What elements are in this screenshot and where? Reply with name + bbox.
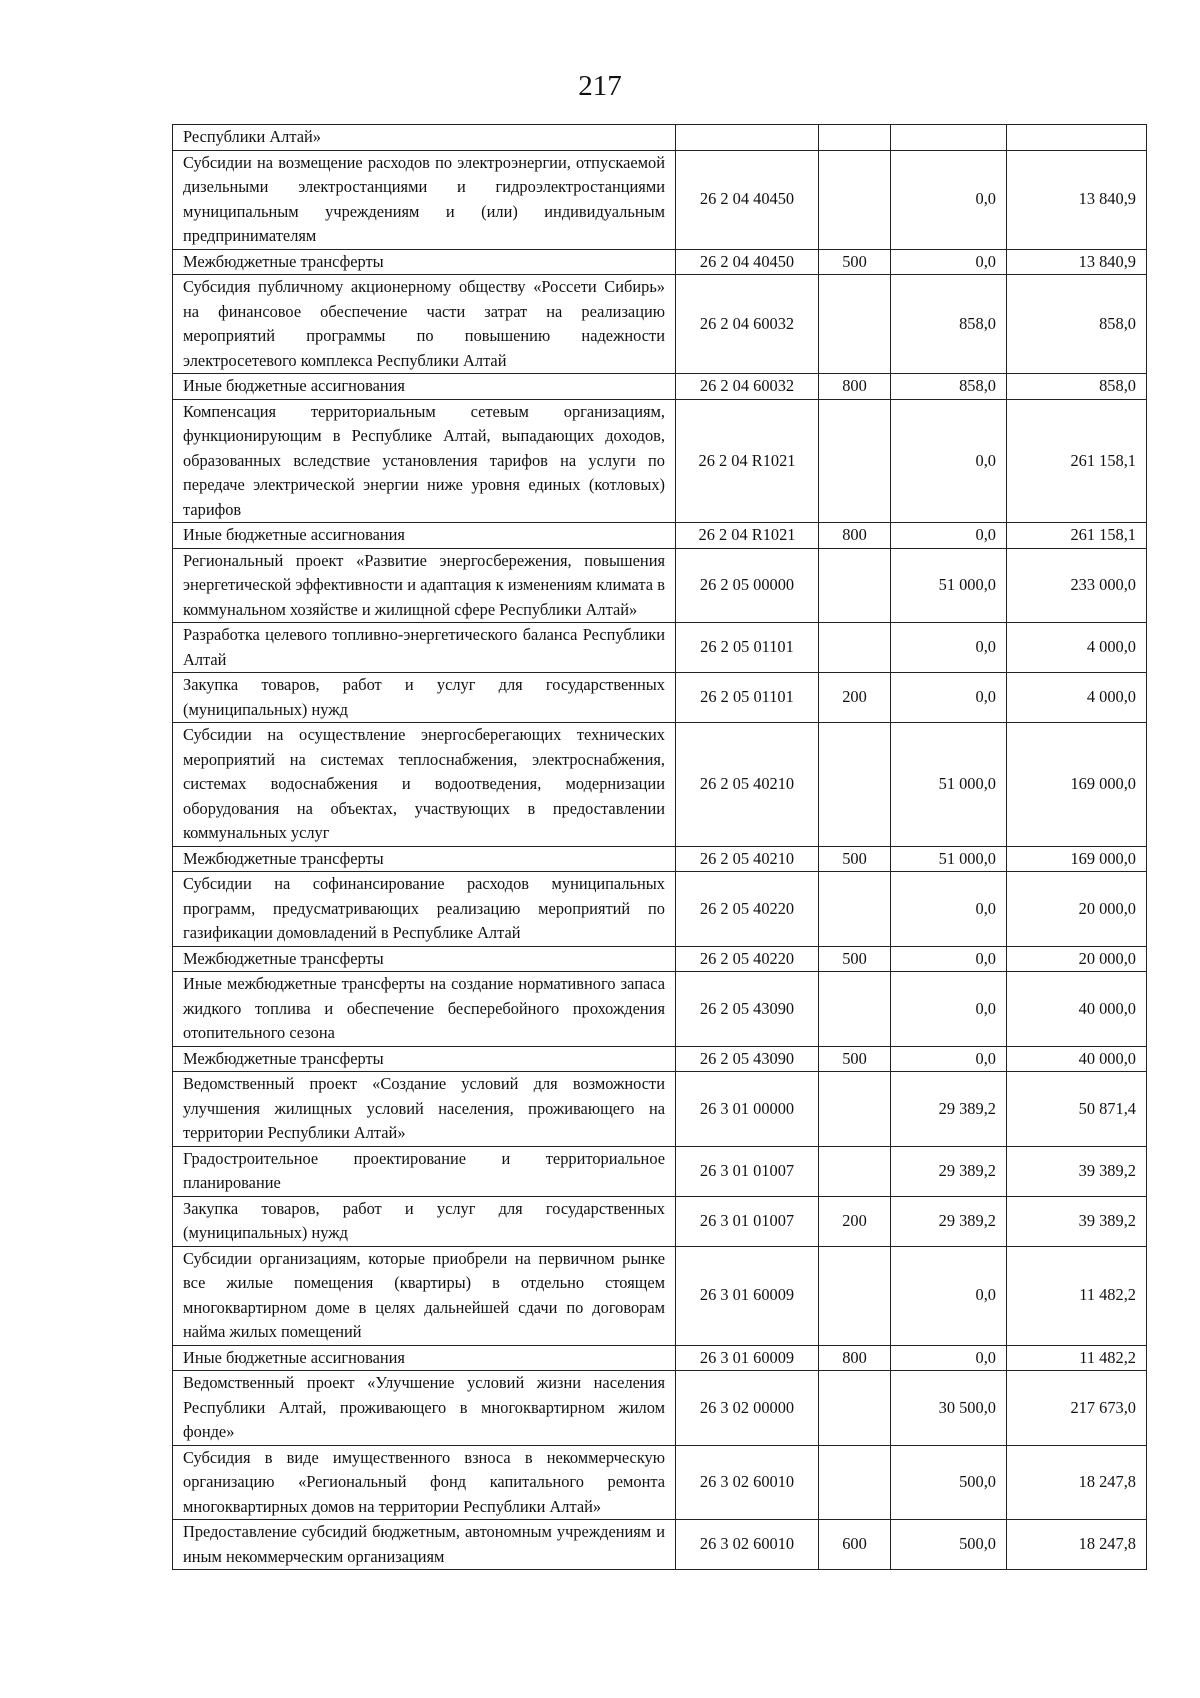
row-amount-1-cell: 0,0 bbox=[891, 249, 1007, 275]
row-expense-type-cell bbox=[819, 1246, 891, 1345]
row-code-cell: 26 3 01 01007 bbox=[676, 1196, 819, 1246]
row-amount-1-cell: 0,0 bbox=[891, 523, 1007, 549]
table-row bbox=[173, 1371, 1147, 1446]
row-amount-1-cell: 51 000,0 bbox=[891, 723, 1007, 847]
row-amount-1-cell: 0,0 bbox=[891, 972, 1007, 1047]
table-row bbox=[173, 1445, 1147, 1520]
row-expense-type-cell bbox=[819, 275, 891, 374]
row-amount-1-cell: 51 000,0 bbox=[891, 548, 1007, 623]
row-amount-1-cell: 858,0 bbox=[891, 275, 1007, 374]
row-amount-2-cell: 169 000,0 bbox=[1007, 723, 1147, 847]
row-code-cell: 26 2 05 40220 bbox=[676, 872, 819, 947]
page-number: 217 bbox=[578, 70, 622, 102]
row-code-cell: 26 3 02 60010 bbox=[676, 1520, 819, 1570]
row-name-cell: Ведомственный проект «Создание условий для возможности улучшения жилищных условий населения, проживающего на территории Республики Алтай» bbox=[173, 1072, 676, 1147]
row-code-cell: 26 3 01 01007 bbox=[676, 1146, 819, 1196]
row-amount-2-cell: 4 000,0 bbox=[1007, 673, 1147, 723]
row-amount-2-cell: 39 389,2 bbox=[1007, 1196, 1147, 1246]
row-code-cell: 26 3 02 60010 bbox=[676, 1445, 819, 1520]
row-amount-2-cell: 233 000,0 bbox=[1007, 548, 1147, 623]
row-amount-2-cell: 4 000,0 bbox=[1007, 623, 1147, 673]
row-expense-type-cell: 500 bbox=[819, 1046, 891, 1072]
row-code-cell: 26 3 01 60009 bbox=[676, 1345, 819, 1371]
row-expense-type-cell bbox=[819, 125, 891, 151]
row-expense-type-cell bbox=[819, 723, 891, 847]
row-expense-type-cell bbox=[819, 623, 891, 673]
row-name-cell: Закупка товаров, работ и услуг для государственных (муниципальных) нужд bbox=[173, 1196, 676, 1246]
row-expense-type-cell bbox=[819, 1072, 891, 1147]
row-amount-1-cell: 0,0 bbox=[891, 946, 1007, 972]
row-name-cell: Ведомственный проект «Улучшение условий жизни населения Республики Алтай, проживающего в многоквартирном жилом фонде» bbox=[173, 1371, 676, 1446]
table-row bbox=[173, 275, 1147, 374]
table-row bbox=[173, 1520, 1147, 1570]
row-name-cell: Иные бюджетные ассигнования bbox=[173, 1345, 676, 1371]
table-row bbox=[173, 723, 1147, 847]
row-name-cell: Региональный проект «Развитие энергосбережения, повышения энергетической эффективности и адаптация к изменениям климата в коммунальном хозяйстве и жилищной сфере Республики Алтай» bbox=[173, 548, 676, 623]
table-row bbox=[173, 1046, 1147, 1072]
row-amount-1-cell: 30 500,0 bbox=[891, 1371, 1007, 1446]
row-name-cell: Субсидии на софинансирование расходов муниципальных программ, предусматривающих реализацию мероприятий по газификации домовладений в Республике Алтай bbox=[173, 872, 676, 947]
row-amount-2-cell: 11 482,2 bbox=[1007, 1246, 1147, 1345]
row-amount-1-cell: 51 000,0 bbox=[891, 846, 1007, 872]
row-code-cell: 26 2 05 40210 bbox=[676, 846, 819, 872]
row-name-cell: Компенсация территориальным сетевым организациям, функционирующим в Республике Алтай, выпадающих доходов, образованных вследствие установления тарифов на услуги по передаче электрической энергии ниже уровня единых (котловых) тарифов bbox=[173, 399, 676, 523]
row-amount-2-cell: 20 000,0 bbox=[1007, 872, 1147, 947]
row-code-cell: 26 2 05 01101 bbox=[676, 623, 819, 673]
row-expense-type-cell: 800 bbox=[819, 1345, 891, 1371]
row-amount-1-cell: 29 389,2 bbox=[891, 1196, 1007, 1246]
row-expense-type-cell bbox=[819, 548, 891, 623]
row-amount-2-cell: 40 000,0 bbox=[1007, 972, 1147, 1047]
row-amount-2-cell bbox=[1007, 125, 1147, 151]
row-amount-2-cell: 11 482,2 bbox=[1007, 1345, 1147, 1371]
row-code-cell: 26 3 01 60009 bbox=[676, 1246, 819, 1345]
row-expense-type-cell bbox=[819, 1445, 891, 1520]
table-row bbox=[173, 125, 1147, 151]
row-name-cell: Субсидии организациям, которые приобрели на первичном рынке все жилые помещения (квартиры) в отдельно стоящем многоквартирном доме в целях дальнейшей сдачи по договорам найма жилых помещений bbox=[173, 1246, 676, 1345]
row-name-cell: Республики Алтай» bbox=[173, 125, 676, 151]
row-code-cell: 26 3 02 00000 bbox=[676, 1371, 819, 1446]
table-row bbox=[173, 1345, 1147, 1371]
row-expense-type-cell: 500 bbox=[819, 846, 891, 872]
budget-table bbox=[172, 124, 1147, 1570]
row-amount-2-cell: 18 247,8 bbox=[1007, 1520, 1147, 1570]
row-amount-2-cell: 13 840,9 bbox=[1007, 249, 1147, 275]
row-expense-type-cell: 800 bbox=[819, 523, 891, 549]
table-row bbox=[173, 673, 1147, 723]
row-amount-2-cell: 39 389,2 bbox=[1007, 1146, 1147, 1196]
row-expense-type-cell bbox=[819, 399, 891, 523]
row-name-cell: Межбюджетные трансферты bbox=[173, 249, 676, 275]
row-code-cell: 26 2 04 R1021 bbox=[676, 523, 819, 549]
row-amount-2-cell: 40 000,0 bbox=[1007, 1046, 1147, 1072]
row-amount-1-cell: 0,0 bbox=[891, 1345, 1007, 1371]
row-code-cell: 26 2 04 60032 bbox=[676, 374, 819, 400]
row-amount-2-cell: 858,0 bbox=[1007, 374, 1147, 400]
row-amount-1-cell: 500,0 bbox=[891, 1445, 1007, 1520]
row-code-cell: 26 2 05 43090 bbox=[676, 972, 819, 1047]
row-code-cell: 26 2 05 00000 bbox=[676, 548, 819, 623]
row-amount-2-cell: 20 000,0 bbox=[1007, 946, 1147, 972]
row-name-cell: Предоставление субсидий бюджетным, автономным учреждениям и иным некоммерческим организациям bbox=[173, 1520, 676, 1570]
row-expense-type-cell bbox=[819, 972, 891, 1047]
row-amount-1-cell: 29 389,2 bbox=[891, 1072, 1007, 1147]
table-row bbox=[173, 1146, 1147, 1196]
row-amount-2-cell: 169 000,0 bbox=[1007, 846, 1147, 872]
row-code-cell: 26 2 04 40450 bbox=[676, 249, 819, 275]
row-expense-type-cell bbox=[819, 872, 891, 947]
table-row bbox=[173, 846, 1147, 872]
row-amount-2-cell: 261 158,1 bbox=[1007, 523, 1147, 549]
row-expense-type-cell bbox=[819, 1371, 891, 1446]
table-row bbox=[173, 374, 1147, 400]
table-row bbox=[173, 548, 1147, 623]
row-expense-type-cell: 600 bbox=[819, 1520, 891, 1570]
table-row bbox=[173, 946, 1147, 972]
row-amount-2-cell: 858,0 bbox=[1007, 275, 1147, 374]
row-name-cell: Субсидии на осуществление энергосберегающих технических мероприятий на системах теплоснабжения, электроснабжения, системах водоснабжения и водоотведения, модернизации оборудования на объектах, участвующих в предоставлении коммунальных услуг bbox=[173, 723, 676, 847]
row-expense-type-cell: 800 bbox=[819, 374, 891, 400]
row-expense-type-cell bbox=[819, 1146, 891, 1196]
row-code-cell: 26 2 04 40450 bbox=[676, 150, 819, 249]
row-name-cell: Иные бюджетные ассигнования bbox=[173, 374, 676, 400]
row-code-cell: 26 2 04 60032 bbox=[676, 275, 819, 374]
row-amount-1-cell: 0,0 bbox=[891, 399, 1007, 523]
table-row bbox=[173, 972, 1147, 1047]
table-row bbox=[173, 623, 1147, 673]
budget-table-body bbox=[173, 125, 1147, 1570]
row-code-cell bbox=[676, 125, 819, 151]
row-amount-2-cell: 18 247,8 bbox=[1007, 1445, 1147, 1520]
table-row bbox=[173, 150, 1147, 249]
table-row bbox=[173, 523, 1147, 549]
row-amount-1-cell: 0,0 bbox=[891, 872, 1007, 947]
row-expense-type-cell bbox=[819, 150, 891, 249]
row-amount-1-cell: 0,0 bbox=[891, 1246, 1007, 1345]
row-code-cell: 26 2 04 R1021 bbox=[676, 399, 819, 523]
row-name-cell: Закупка товаров, работ и услуг для государственных (муниципальных) нужд bbox=[173, 673, 676, 723]
row-name-cell: Разработка целевого топливно-энергетического баланса Республики Алтай bbox=[173, 623, 676, 673]
row-expense-type-cell: 500 bbox=[819, 249, 891, 275]
row-name-cell: Субсидия в виде имущественного взноса в некоммерческую организацию «Региональный фонд капитального ремонта многоквартирных домов на территории Республики Алтай» bbox=[173, 1445, 676, 1520]
row-amount-1-cell: 858,0 bbox=[891, 374, 1007, 400]
row-amount-1-cell: 0,0 bbox=[891, 673, 1007, 723]
row-name-cell: Субсидии на возмещение расходов по электроэнергии, отпускаемой дизельными электростанциями и гидроэлектростанциями муниципальным учреждениям и (или) индивидуальным предпринимателям bbox=[173, 150, 676, 249]
row-name-cell: Иные межбюджетные трансферты на создание нормативного запаса жидкого топлива и обеспечение бесперебойного прохождения отопительного сезона bbox=[173, 972, 676, 1047]
row-amount-1-cell: 0,0 bbox=[891, 1046, 1007, 1072]
row-name-cell: Межбюджетные трансферты bbox=[173, 1046, 676, 1072]
row-code-cell: 26 2 05 40210 bbox=[676, 723, 819, 847]
row-code-cell: 26 3 01 00000 bbox=[676, 1072, 819, 1147]
row-amount-2-cell: 217 673,0 bbox=[1007, 1371, 1147, 1446]
row-name-cell: Иные бюджетные ассигнования bbox=[173, 523, 676, 549]
row-amount-1-cell: 0,0 bbox=[891, 623, 1007, 673]
table-row bbox=[173, 1246, 1147, 1345]
table-row bbox=[173, 249, 1147, 275]
row-amount-1-cell: 500,0 bbox=[891, 1520, 1007, 1570]
row-amount-2-cell: 13 840,9 bbox=[1007, 150, 1147, 249]
row-name-cell: Субсидия публичному акционерному обществу «Россети Сибирь» на финансовое обеспечение части затрат на реализацию мероприятий программы по повышению надежности электросетевого комплекса Республики Алтай bbox=[173, 275, 676, 374]
row-name-cell: Межбюджетные трансферты bbox=[173, 946, 676, 972]
row-code-cell: 26 2 05 01101 bbox=[676, 673, 819, 723]
table-row bbox=[173, 872, 1147, 947]
table-row bbox=[173, 1196, 1147, 1246]
row-expense-type-cell: 200 bbox=[819, 673, 891, 723]
row-amount-2-cell: 50 871,4 bbox=[1007, 1072, 1147, 1147]
table-row bbox=[173, 1072, 1147, 1147]
row-expense-type-cell: 200 bbox=[819, 1196, 891, 1246]
row-name-cell: Межбюджетные трансферты bbox=[173, 846, 676, 872]
row-amount-1-cell: 29 389,2 bbox=[891, 1146, 1007, 1196]
row-code-cell: 26 2 05 40220 bbox=[676, 946, 819, 972]
row-name-cell: Градостроительное проектирование и территориальное планирование bbox=[173, 1146, 676, 1196]
row-amount-1-cell bbox=[891, 125, 1007, 151]
row-amount-2-cell: 261 158,1 bbox=[1007, 399, 1147, 523]
row-expense-type-cell: 500 bbox=[819, 946, 891, 972]
row-amount-1-cell: 0,0 bbox=[891, 150, 1007, 249]
table-row bbox=[173, 399, 1147, 523]
row-code-cell: 26 2 05 43090 bbox=[676, 1046, 819, 1072]
